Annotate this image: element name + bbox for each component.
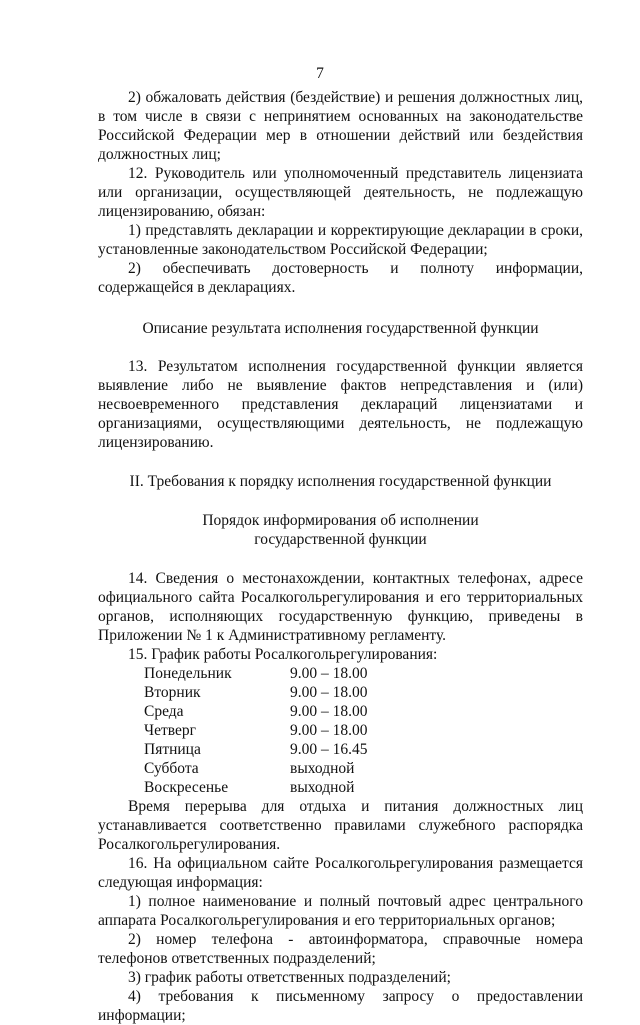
- list-item-phones: 2) номер телефона - автоинформатора, справочные номера телефонов ответственных подразделений;: [98, 931, 583, 967]
- schedule-hours: 9.00 – 18.00: [290, 665, 368, 682]
- schedule-hours: 9.00 – 16.45: [290, 741, 368, 758]
- schedule-day: Понедельник: [144, 665, 232, 682]
- list-item-accuracy: 2) обеспечивать достоверность и полноту информации, содержащейся в декларациях.: [98, 260, 583, 296]
- paragraph-break-time: Время перерыва для отдыха и питания должностных лиц устанавливается соответственно правилами служебного распорядка Росалкогольрегулирования.: [98, 798, 583, 853]
- schedule-day: Среда: [144, 703, 184, 720]
- paragraph-appeal-right: 2) обжаловать действия (бездействие) и решения должностных лиц, в том числе в связи с непринятием основанных на законодательстве Российской Федерации мер в отношении действий или бездействия должностных лиц;: [98, 89, 583, 163]
- paragraph-14: 14. Сведения о местонахождении, контактных телефонах, адресе официального сайта Росалкогольрегулирования и его территориальных органов, исполняющих государственную функцию, приведены в Приложении № 1 к Административному регламенту.: [98, 570, 583, 644]
- work-schedule-table: [144, 664, 368, 797]
- subheading-line-1: Порядок информирования об исполнении: [202, 512, 479, 529]
- schedule-day: Вторник: [144, 684, 201, 701]
- section-heading: II. Требования к порядку исполнения государственной функции: [129, 473, 552, 490]
- list-item-schedule: 3) график работы ответственных подразделений;: [128, 969, 451, 986]
- page-number: 7: [316, 65, 324, 82]
- schedule-row: [144, 759, 368, 778]
- paragraph-15: 15. График работы Росалкогольрегулирования:: [128, 646, 438, 663]
- list-item-request-requirements: 4) требования к письменному запросу о предоставлении информации;: [98, 988, 583, 1024]
- paragraph-12: 12. Руководитель или уполномоченный представитель лицензиата или организации, осуществляющей деятельность, не подлежащую лицензированию, обязан:: [98, 165, 583, 220]
- schedule-row: [144, 702, 368, 721]
- schedule-hours: выходной: [290, 760, 355, 777]
- document-body: [98, 88, 583, 1025]
- subheading-line-2: государственной функции: [254, 531, 427, 548]
- heading-result: Описание результата исполнения государственной функции: [142, 320, 539, 337]
- schedule-hours: 9.00 – 18.00: [290, 703, 368, 720]
- schedule-row: [144, 740, 368, 759]
- schedule-row: [144, 778, 368, 797]
- paragraph-13: 13. Результатом исполнения государственной функции является выявление либо не выявление фактов непредставления и (или) несвоевременного представления деклараций лицензиатами и организациями, осуществляющими деятельность, не подлежащую лицензированию.: [98, 358, 583, 451]
- list-item-declarations: 1) представлять декларации и корректирующие декларации в сроки, установленные законодательством Российской Федерации;: [98, 222, 583, 258]
- schedule-row: [144, 664, 368, 683]
- schedule-day: Суббота: [144, 760, 199, 777]
- schedule-hours: выходной: [290, 779, 355, 796]
- schedule-day: Воскресенье: [144, 779, 229, 796]
- schedule-day: Пятница: [144, 741, 201, 758]
- schedule-row: [144, 721, 368, 740]
- schedule-hours: 9.00 – 18.00: [290, 684, 368, 701]
- schedule-row: [144, 683, 368, 702]
- list-item-address: 1) полное наименование и полный почтовый адрес центрального аппарата Росалкогольрегулирования и его территориальных органов;: [98, 893, 583, 929]
- schedule-hours: 9.00 – 18.00: [290, 722, 368, 739]
- paragraph-16: 16. На официальном сайте Росалкогольрегулирования размещается следующая информация:: [98, 855, 583, 891]
- schedule-day: Четверг: [144, 722, 196, 739]
